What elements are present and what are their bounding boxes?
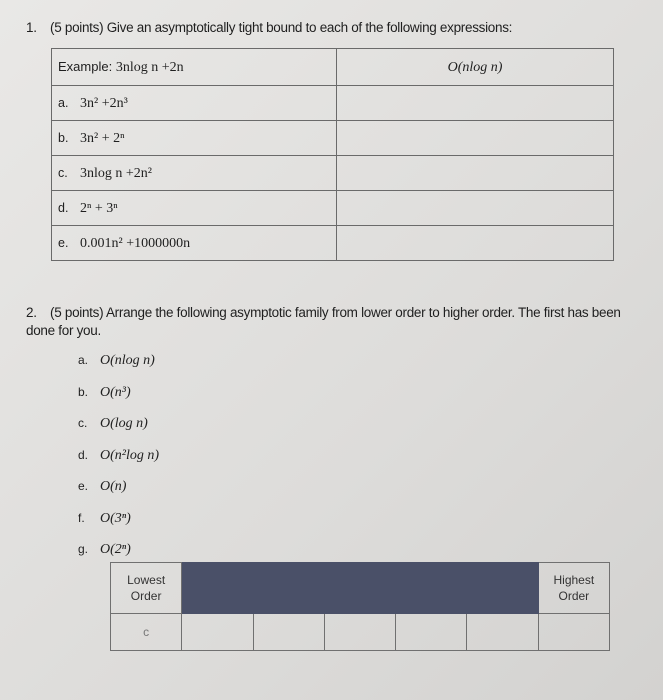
expression: 3n² + 2ⁿ [80, 130, 125, 146]
item-expression: O(3ⁿ) [100, 510, 131, 526]
expression-cell [52, 156, 337, 191]
list-item [78, 384, 159, 416]
order-answer-row [111, 614, 610, 651]
q2-heading [26, 304, 626, 340]
item-expression: O(log n) [100, 416, 148, 431]
item-label: f. [78, 510, 85, 525]
order-slot[interactable] [324, 614, 395, 651]
example-expression-cell [52, 49, 337, 86]
q1-heading [26, 20, 512, 35]
row-label: b. [58, 130, 69, 145]
list-item [78, 447, 159, 479]
example-expression: 3nlog n +2n [115, 59, 184, 75]
table-row [52, 121, 614, 156]
bound-table [51, 48, 614, 261]
example-row [52, 49, 614, 86]
expression: 0.001n² +1000000n [80, 235, 191, 251]
order-slot[interactable] [253, 614, 324, 651]
example-answer-cell [337, 49, 614, 86]
expression-cell [52, 226, 337, 261]
table-row [52, 156, 614, 191]
lowest-order-cell [111, 563, 182, 614]
lowest-label-line2: Order [130, 589, 162, 603]
expression-cell [52, 86, 337, 121]
asymptotic-list [78, 352, 159, 573]
row-label: a. [58, 95, 69, 110]
highest-label-line2: Order [558, 589, 590, 603]
item-label: g. [78, 542, 89, 556]
item-label: e. [78, 479, 89, 493]
order-gradient-band [182, 563, 538, 614]
answer-cell[interactable] [337, 156, 614, 191]
row-label: e. [58, 235, 69, 250]
highest-label-line1: Highest [553, 573, 595, 587]
expression-cell [52, 121, 337, 156]
row-label: d. [58, 200, 69, 215]
item-expression: O(nlog n) [100, 353, 155, 368]
order-slot[interactable]: c [111, 614, 182, 651]
item-label: d. [78, 447, 89, 462]
answer-cell[interactable] [337, 191, 614, 226]
item-expression: O(n²log n) [100, 447, 160, 463]
table-row [52, 226, 614, 261]
item-expression: O(n) [100, 479, 127, 494]
item-label: a. [78, 353, 89, 367]
expression: 3nlog n +2n² [80, 165, 152, 181]
order-slot[interactable] [467, 614, 538, 651]
expression: 3n² +2n³ [80, 95, 128, 111]
list-item [78, 352, 159, 384]
table-row [52, 86, 614, 121]
order-table [110, 562, 610, 651]
q2-title: (5 points) Arrange the following asymptotic family from lower order to higher order. The first has been done for you. [26, 305, 621, 338]
order-slot[interactable] [182, 614, 253, 651]
item-expression: O(2ⁿ) [100, 542, 131, 557]
example-answer: O(nlog n) [447, 59, 503, 75]
table-row [52, 191, 614, 226]
list-item [78, 510, 159, 542]
highest-order-cell [538, 563, 609, 614]
order-slot[interactable] [396, 614, 467, 651]
q1-number: 1. [26, 20, 37, 35]
example-label: Example: [58, 58, 113, 74]
list-item [78, 415, 159, 447]
answer-cell[interactable] [337, 226, 614, 261]
expression: 2ⁿ + 3ⁿ [80, 200, 118, 216]
answer-cell[interactable] [337, 121, 614, 156]
q1-title: (5 points) Give an asymptotically tight bound to each of the following expressions: [50, 20, 513, 35]
list-item [78, 478, 159, 510]
item-label: b. [78, 384, 89, 399]
answer-cell[interactable] [337, 86, 614, 121]
lowest-label-line1: Lowest [127, 573, 166, 587]
item-expression: O(n³) [100, 384, 131, 400]
expression-cell [52, 191, 337, 226]
order-slot[interactable] [538, 614, 609, 651]
q2-number: 2. [26, 305, 37, 320]
item-label: c. [78, 416, 88, 430]
order-header-row [111, 563, 610, 614]
row-label: c. [58, 165, 68, 180]
